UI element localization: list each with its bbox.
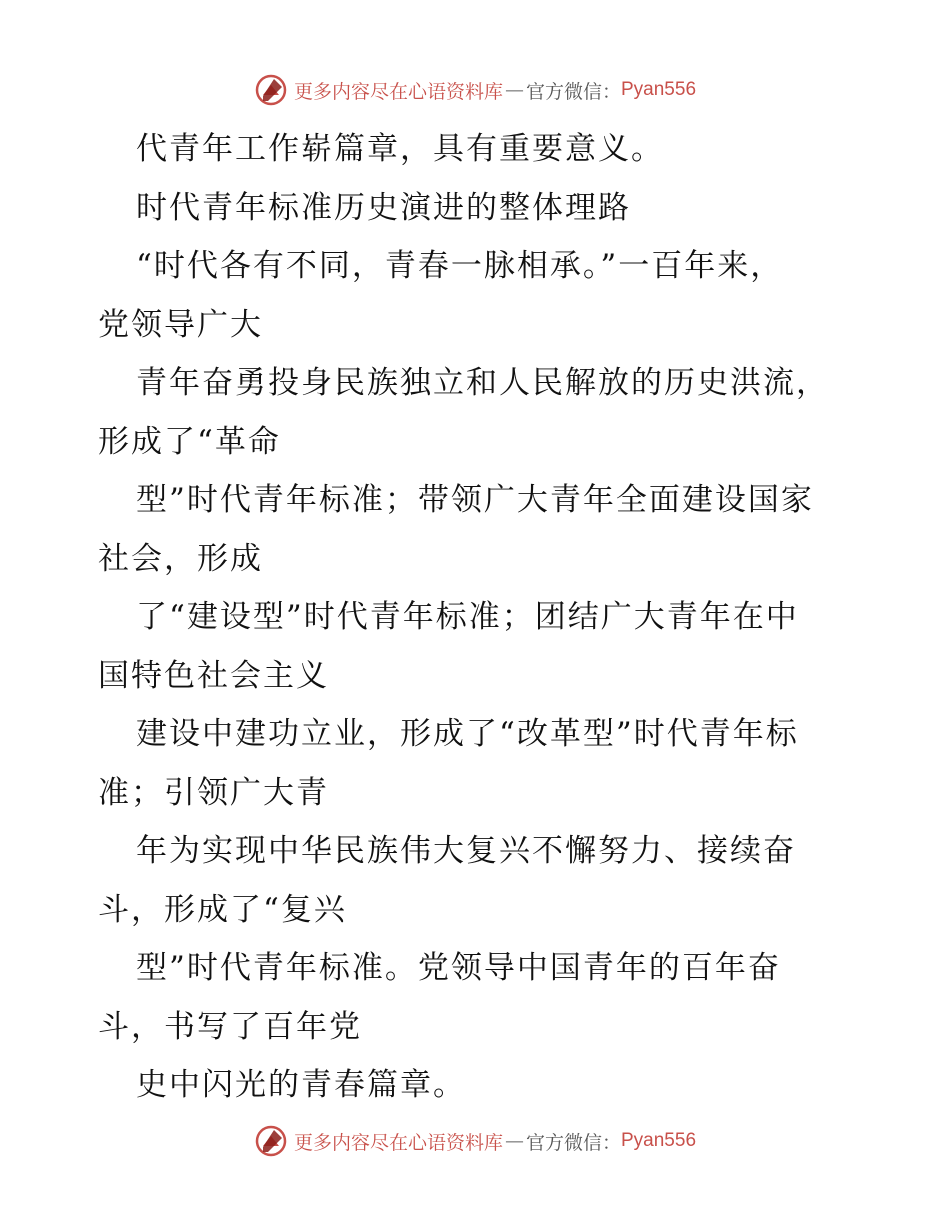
body-text-line: 代青年工作崭篇章，具有重要意义。 bbox=[136, 131, 664, 167]
body-text-line: 国特色社会主义 bbox=[98, 657, 329, 694]
document-body bbox=[98, 120, 858, 1115]
body-text-line: 形成了“革命 bbox=[98, 423, 281, 460]
body-text-line: 青年奋勇投身民族独立和人民解放的历史洪流， bbox=[136, 365, 829, 401]
body-text-line: 型”时代青年标准；带领广大青年全面建设国家 bbox=[136, 482, 814, 518]
body-text-line: 建设中建功立业，形成了“改革型”时代青年标 bbox=[136, 716, 799, 752]
body-text-line: 史中闪光的青春篇章。 bbox=[136, 1067, 466, 1103]
body-text-line: 型”时代青年标准。党领导中国青年的百年奋 bbox=[136, 950, 781, 986]
wechat-id: Pyan556 bbox=[621, 1130, 697, 1151]
separator: — bbox=[504, 1130, 524, 1152]
body-text-line: 斗，书写了百年党 bbox=[98, 1008, 362, 1045]
body-text-line: 年为实现中华民族伟大复兴不懈努力、接续奋 bbox=[136, 833, 796, 869]
body-text-line: 了“建设型”时代青年标准；团结广大青年在中 bbox=[136, 599, 799, 635]
separator: — bbox=[504, 79, 524, 101]
header-watermark-banner bbox=[0, 70, 950, 110]
brand-text: 更多内容尽在心语资料库 bbox=[293, 80, 503, 103]
body-text-line: 党领导广大 bbox=[98, 306, 263, 343]
body-text-line: 斗，形成了“复兴 bbox=[98, 891, 347, 928]
footer-watermark-banner bbox=[0, 1121, 950, 1161]
book-pen-logo-icon bbox=[254, 1124, 288, 1158]
brand-text: 更多内容尽在心语资料库 bbox=[293, 1131, 503, 1154]
body-text-line: 准；引领广大青 bbox=[98, 774, 329, 811]
book-pen-logo-icon bbox=[254, 73, 288, 107]
wechat-label: 官方微信： bbox=[525, 80, 621, 103]
body-text-line: 社会，形成 bbox=[98, 540, 263, 577]
wechat-label: 官方微信： bbox=[525, 1131, 621, 1154]
body-text-line: 时代青年标准历史演进的整体理路 bbox=[136, 189, 631, 226]
body-text-line: “时代各有不同，青春一脉相承。”一百年来， bbox=[136, 248, 784, 284]
wechat-id: Pyan556 bbox=[621, 79, 697, 100]
